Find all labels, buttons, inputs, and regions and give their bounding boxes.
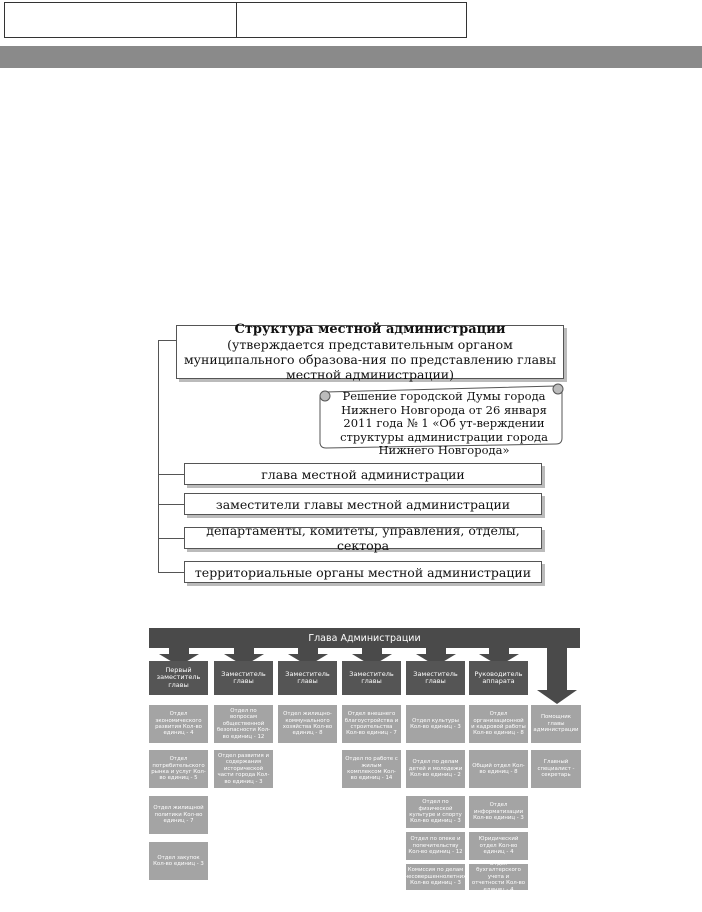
unit-box: Отдел по опеке и попечительству Кол-во единиц - 12 bbox=[406, 832, 465, 860]
unit-box: Отдел организационной и кадровой работы Кол-во единиц - 8 bbox=[469, 705, 528, 743]
table-cell-divider bbox=[236, 3, 237, 37]
unit-box: Отдел по физической культуре и спорту Кол-во единиц - 3 bbox=[406, 796, 465, 828]
level-box-territorial: территориальные органы местной администрации bbox=[184, 561, 542, 583]
unit-box: Общий отдел Кол-во единиц - 8 bbox=[469, 750, 528, 788]
unit-box: Юридический отдел Кол-во единиц - 4 bbox=[469, 832, 528, 860]
unit-box: Главный специалист - секретарь bbox=[531, 750, 581, 788]
deputy-1: Первый заместитель главы bbox=[149, 661, 208, 695]
unit-box: Отдел жилищной политики Кол-во единиц - 7 bbox=[149, 796, 208, 834]
level-box-departments: департаменты, комитеты, управления, отделы, сектора bbox=[184, 527, 542, 549]
bracket-top bbox=[158, 340, 176, 341]
bracket-lvl1 bbox=[158, 474, 184, 475]
unit-box: Отдел внешнего благоустройства и строительства Кол-во единиц - 7 bbox=[342, 705, 401, 743]
unit-box: Отдел закупок Кол-во единиц - 3 bbox=[149, 842, 208, 880]
org-head-bar: Глава Администрации bbox=[149, 628, 580, 648]
top-table-fragment bbox=[4, 2, 467, 38]
structure-title: Структура местной администрации bbox=[234, 322, 506, 337]
unit-box: Отдел жилищно-коммунального хозяйства Кол-во единиц - 8 bbox=[278, 705, 337, 743]
arrow-down-icon bbox=[537, 646, 577, 704]
unit-box: Отдел бухгалтерского учета и отчетности Кол-во единиц - 4 bbox=[469, 864, 528, 890]
bracket-lvl4 bbox=[158, 572, 184, 573]
decision-scroll bbox=[318, 382, 566, 457]
level-box-head: глава местной администрации bbox=[184, 463, 542, 485]
bracket-lvl3 bbox=[158, 538, 184, 539]
structure-title-box bbox=[176, 322, 564, 382]
header-band bbox=[0, 46, 702, 68]
unit-box: Отдел культуры Кол-во единиц - 3 bbox=[406, 705, 465, 743]
unit-box: Помощник главы администрации bbox=[531, 705, 581, 743]
unit-box: Отдел по работе с жилым комплексом Кол-во единиц - 14 bbox=[342, 750, 401, 788]
decision-text: Решение городской Думы города Нижнего Новгорода от 26 января 2011 года № 1 «Об ут-верждении структуры администрации города Нижнего Новгорода» bbox=[340, 389, 548, 457]
deputy-3: Заместитель главы bbox=[278, 661, 337, 695]
bracket-lvl2 bbox=[158, 504, 184, 505]
unit-box: Отдел по делам детей и молодежи Кол-во единиц - 2 bbox=[406, 750, 465, 788]
unit-box: Отдел развития и содержания исторической части города Кол-во единиц - 3 bbox=[214, 750, 273, 788]
unit-box: Отдел экономического развития Кол-во единиц - 4 bbox=[149, 705, 208, 743]
unit-box: Отдел информатизации Кол-во единиц - 3 bbox=[469, 796, 528, 828]
deputy-5: Заместитель главы bbox=[406, 661, 465, 695]
unit-box: Отдел потребительского рынка и услуг Кол-во единиц - 5 bbox=[149, 750, 208, 788]
unit-box: Отдел по вопросам общественной безопасности Кол-во единиц - 12 bbox=[214, 705, 273, 743]
deputy-4: Заместитель главы bbox=[342, 661, 401, 695]
deputy-2: Заместитель главы bbox=[214, 661, 273, 695]
unit-box: Комиссия по делам несовершеннолетних Кол-во единиц - 3 bbox=[406, 864, 465, 890]
level-box-deputies: заместители главы местной администрации bbox=[184, 493, 542, 515]
structure-subtitle: (утверждается представительным органом муниципального образова-ния по представлению главы местной администрации) bbox=[183, 337, 557, 382]
deputy-6: Руководитель аппарата bbox=[469, 661, 528, 695]
